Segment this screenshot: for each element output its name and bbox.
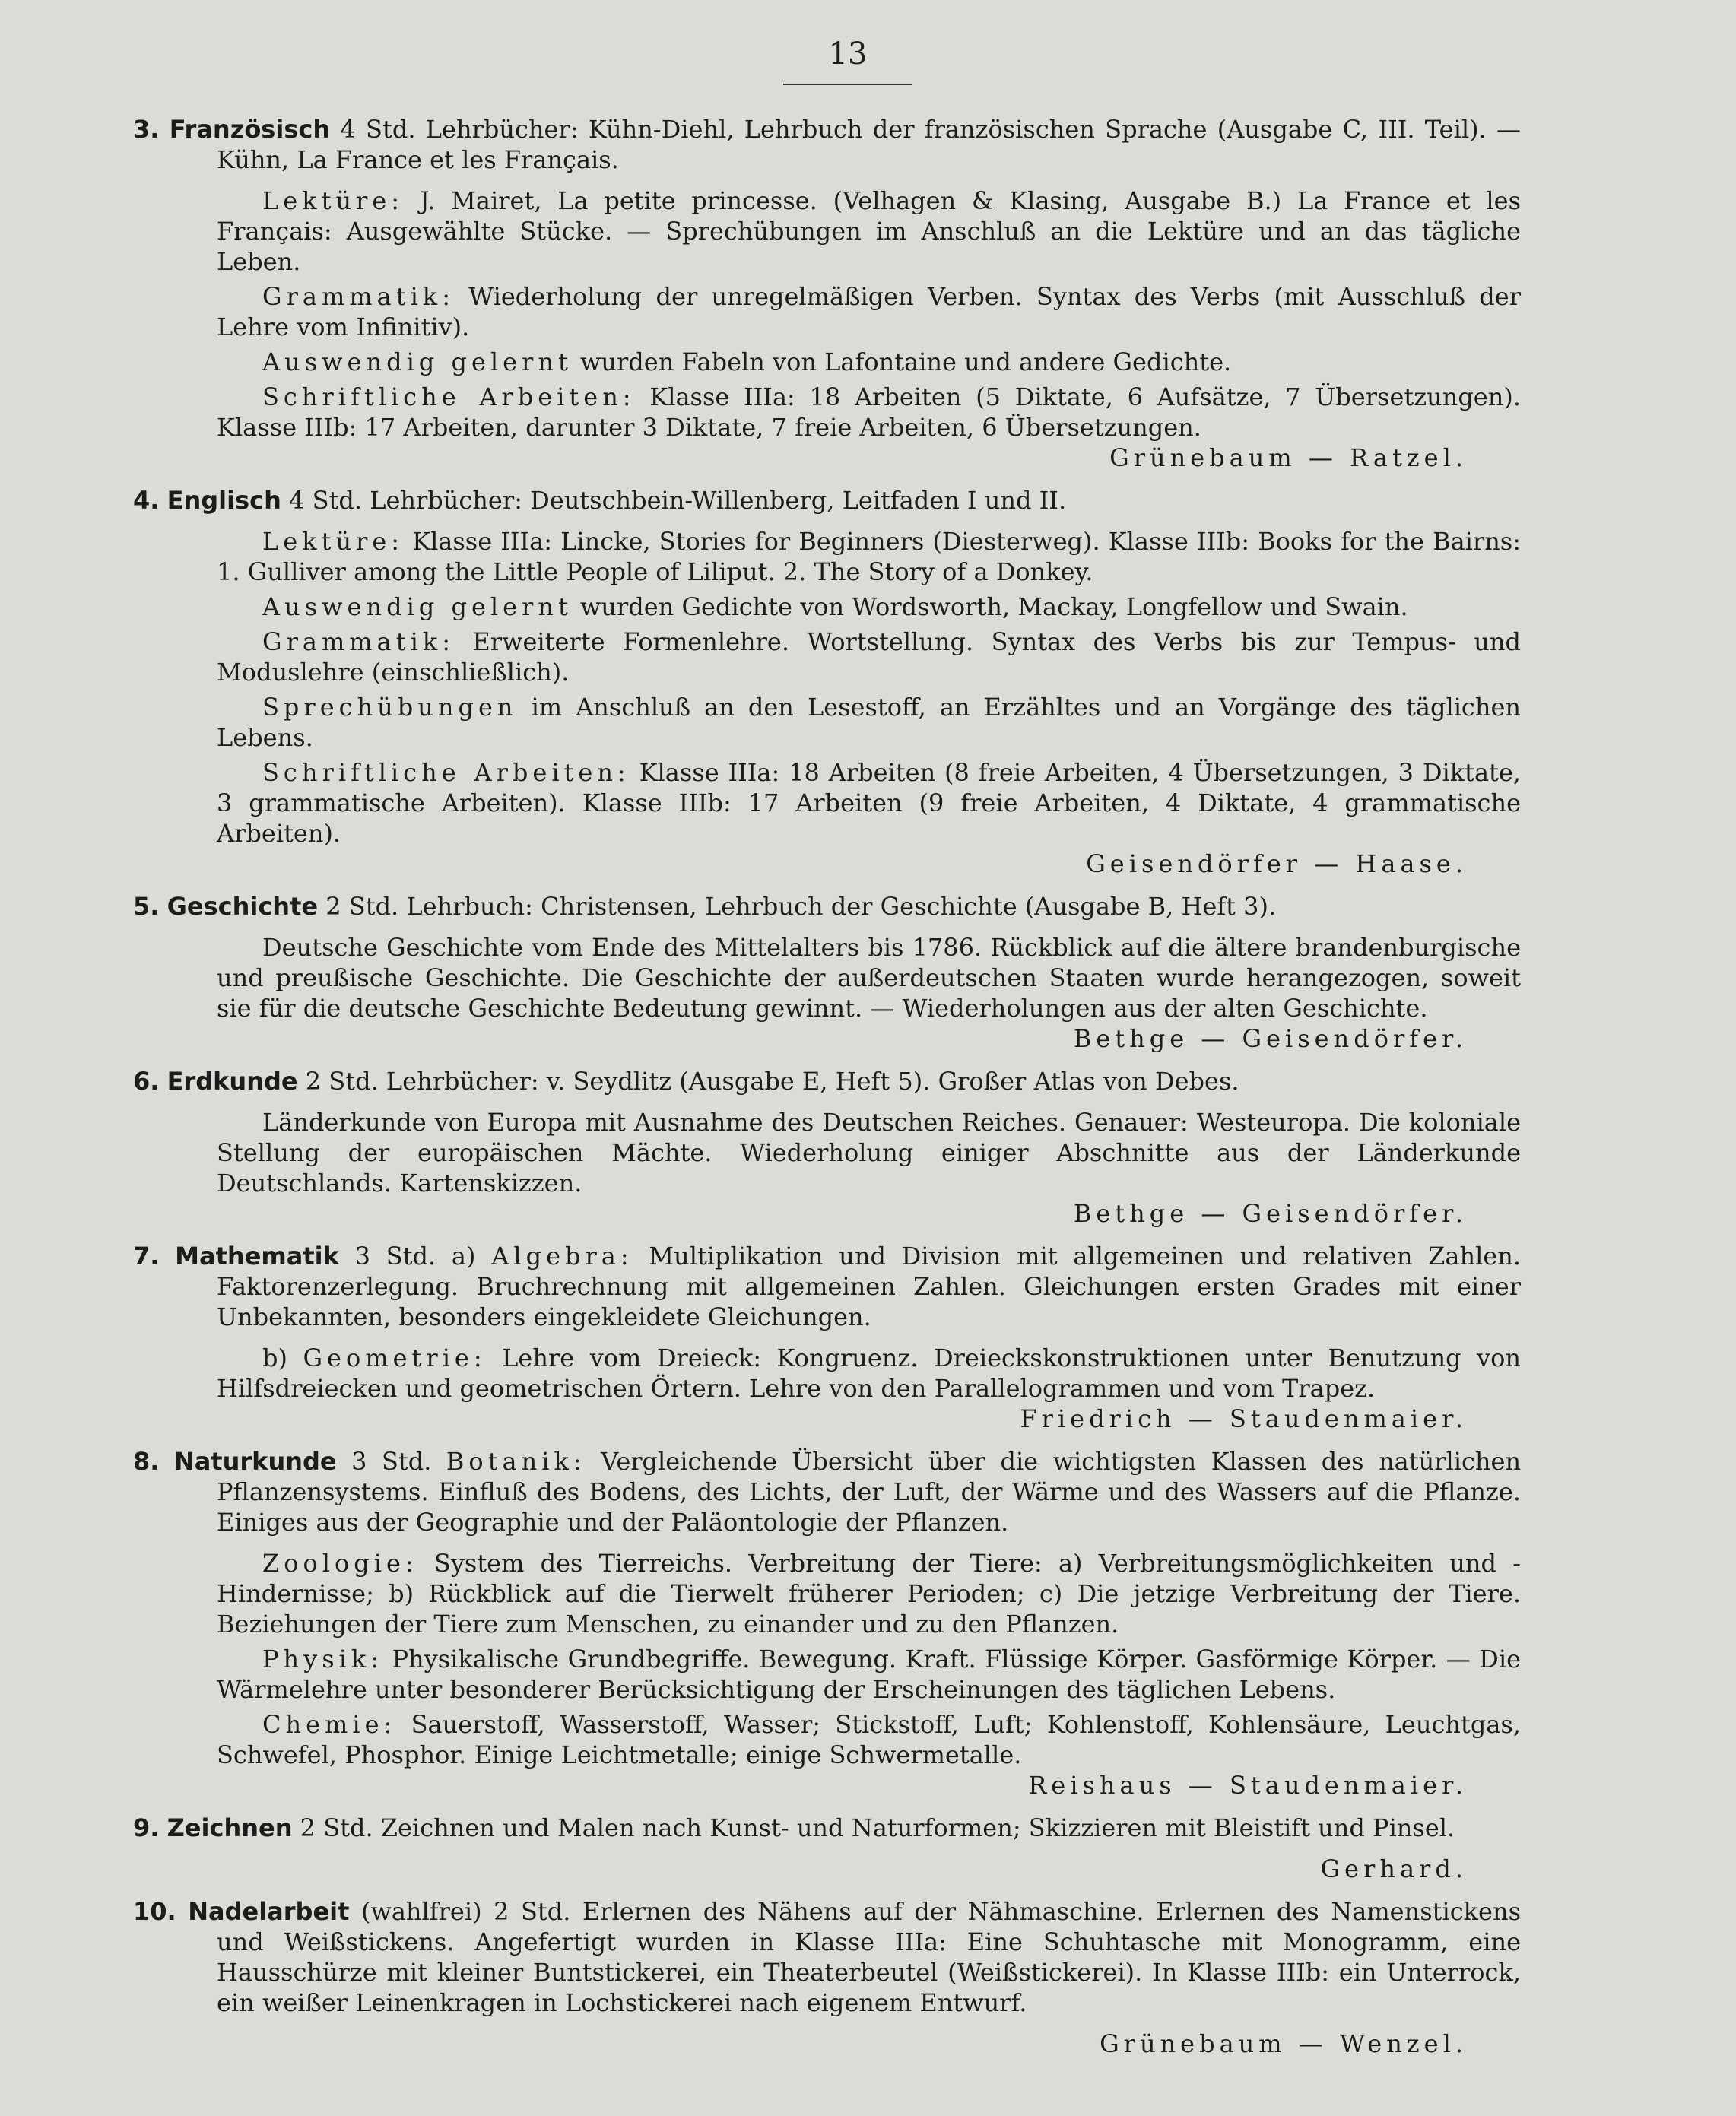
paragraph: b) Geometrie: Lehre vom Dreieck: Kongruenz. Dreieckskonstruktionen unter Benutzung von Hilfsdreiecken und geometrischen Örtern. Lehre von den Parallelogrammen und vom Trapez. — [217, 1344, 1522, 1403]
page-number: 13 — [828, 36, 868, 71]
teacher-signature: Reishaus — Staudenmaier. — [1028, 1771, 1468, 1800]
section-heading: 4. Englisch 4 Std. Lehrbücher: Deutschbein-Willenberg, Leitfaden I und II. — [133, 486, 1067, 515]
section-title: Mathematik — [175, 1242, 339, 1271]
section-heading: 8. Naturkunde 3 Std. Botanik: Vergleichende Übersicht über die wichtigsten Klassen des natürlichen Pflanzensystems. Einfluß des Bodens, des Lichts, der Luft, der Wärme und des Wassers auf die Pflanze. Einiges aus der Geographie und der Paläontologie der Pflanzen. — [133, 1447, 1522, 1537]
section-title: Geschichte — [167, 892, 319, 921]
paragraph: Grammatik: Wiederholung der unregelmäßigen Verben. Syntax des Verbs (mit Ausschluß der Lehre vom Infinitiv). — [217, 282, 1522, 341]
teacher-signature: Grünebaum — Ratzel. — [1109, 443, 1468, 472]
paragraph: Deutsche Geschichte vom Ende des Mittelalters bis 1786. Rückblick auf die ältere brandenburgische und preußische Geschichte. Die Geschichte der außerdeutschen Staaten wurde herangezogen, soweit sie für die deutsche Geschichte Bedeutung gewinnt. — Wiederholungen aus der alten Geschichte. — [217, 933, 1521, 1023]
section-heading: 5. Geschichte 2 Std. Lehrbuch: Christensen, Lehrbuch der Geschichte (Ausgabe B, Heft 3). — [133, 892, 1277, 921]
section-heading: 7. Mathematik 3 Std. a) Algebra: Multiplikation und Division mit allgemeinen und relativen Zahlen. Faktorenzerlegung. Bruchrechnung mit allgemeinen Zahlen. Gleichungen ersten Grades mit einer Unbekannten, besonders eingekleidete Gleichungen. — [133, 1242, 1522, 1331]
paragraph: Länderkunde von Europa mit Ausnahme des Deutschen Reiches. Genauer: Westeuropa. Die koloniale Stellung der europäischen Mächte. Wiederholung einiger Abschnitte aus der Länderkunde Deutschlands. Kartenskizzen. — [217, 1108, 1521, 1198]
teacher-signature: Geisendörfer — Haase. — [1086, 849, 1468, 878]
section-title: Erdkunde — [167, 1067, 298, 1096]
section-title: Englisch — [167, 486, 281, 515]
paragraph: Auswendig gelernt wurden Gedichte von Wordsworth, Mackay, Longfellow und Swain. — [262, 592, 1408, 621]
paragraph: Grammatik: Erweiterte Formenlehre. Wortstellung. Syntax des Verbs bis zur Tempus- und Moduslehre (einschließlich). — [217, 627, 1522, 687]
paragraph: Auswendig gelernt wurden Fabeln von Lafontaine und andere Gedichte. — [262, 347, 1232, 376]
section-heading: 3. Französisch 4 Std. Lehrbücher: Kühn-Diehl, Lehrbuch der französischen Sprache (Ausgabe C, III. Teil). — Kühn, La France et les Français. — [133, 115, 1522, 174]
section-title: Nadelarbeit — [188, 1897, 350, 1926]
document-body — [122, 114, 1521, 2059]
paragraph: Lektüre: Klasse IIIa: Lincke, Stories for Beginners (Diesterweg). Klasse IIIb: Books for the Bairns: 1. Gulliver among the Little People of Liliput. 2. The Story of a Donkey. — [217, 527, 1522, 586]
section-mathematik — [122, 1241, 1521, 1434]
section-nadelarbeit — [122, 1896, 1521, 2059]
teacher-signature: Bethge — Geisendörfer. — [1073, 1199, 1468, 1228]
paragraph: Chemie: Sauerstoff, Wasserstoff, Wasser; Stickstoff, Luft; Kohlenstoff, Kohlensäure, Leuchtgas, Schwefel, Phosphor. Einige Leichtmetalle; einige Schwermetalle. — [217, 1710, 1522, 1769]
section-naturkunde — [122, 1446, 1521, 1800]
paragraph: Schriftliche Arbeiten: Klasse IIIa: 18 Arbeiten (8 freie Arbeiten, 4 Übersetzungen, 3 Diktate, 3 grammatische Arbeiten). Klasse IIIb: 17 Arbeiten (9 freie Arbeiten, 4 Diktate, 4 grammatische Arbeiten). — [217, 758, 1522, 848]
section-franzoesisch — [122, 114, 1521, 473]
paragraph: Schriftliche Arbeiten: Klasse IIIa: 18 Arbeiten (5 Diktate, 6 Aufsätze, 7 Übersetzungen). Klasse IIIb: 17 Arbeiten, darunter 3 Diktate, 7 freie Arbeiten, 6 Übersetzungen. — [217, 382, 1522, 442]
teacher-signature: Friedrich — Staudenmaier. — [1020, 1404, 1468, 1433]
teacher-signature: Gerhard. — [1320, 1854, 1468, 1883]
section-title: Französisch — [169, 115, 331, 144]
section-title: Naturkunde — [173, 1447, 337, 1476]
section-heading: 10. Nadelarbeit (wahlfrei) 2 Std. Erlernen des Nähens auf der Nähmaschine. Erlernen des Namenstickens und Weißstickens. Angefertigt wurden in Klasse IIIa: Eine Schuhtasche mit Monogramm, eine Hausschürze mit kleiner Buntstickerei, ein Theaterbeutel (Weißstickerei). In Klasse IIIb: ein Unterrock, ein weißer Leinenkragen in Lochstickerei nach eigenem Entwurf. — [133, 1897, 1522, 2017]
paragraph: Lektüre: J. Mairet, La petite princesse. (Velhagen & Klasing, Ausgabe B.) La France et les Français: Ausgewählte Stücke. — Sprechübungen im Anschluß an die Lektüre und an das tägliche Leben. — [217, 186, 1522, 276]
page-number-rule — [783, 84, 912, 85]
paragraph: Physik: Physikalische Grundbegriffe. Bewegung. Kraft. Flüssige Körper. Gasförmige Körper. — Die Wärmelehre unter besonderer Berücksichtigung der Erscheinungen des täglichen Lebens. — [217, 1645, 1522, 1704]
section-geschichte — [122, 891, 1521, 1054]
teacher-signature: Bethge — Geisendörfer. — [1073, 1024, 1468, 1053]
section-heading: 6. Erdkunde 2 Std. Lehrbücher: v. Seydlitz (Ausgabe E, Heft 5). Großer Atlas von Debes. — [133, 1067, 1239, 1096]
section-title: Zeichnen — [167, 1813, 293, 1842]
section-zeichnen — [122, 1813, 1521, 1884]
teacher-signature: Grünebaum — Wenzel. — [1100, 2029, 1468, 2058]
section-heading: 9. Zeichnen 2 Std. Zeichnen und Malen nach Kunst- und Naturformen; Skizzieren mit Bleistift und Pinsel. — [133, 1813, 1455, 1842]
paragraph: Sprechübungen im Anschluß an den Lesestoff, an Erzähltes und an Vorgänge des täglichen Lebens. — [217, 693, 1521, 752]
paragraph: Zoologie: System des Tierreichs. Verbreitung der Tiere: a) Verbreitungsmöglichkeiten und -Hindernisse; b) Rückblick auf die Tierwelt früherer Perioden; c) Die jetzige Verbreitung der Tiere. Beziehungen der Tiere zum Menschen, zu einander und zu den Pflanzen. — [217, 1549, 1522, 1639]
section-erdkunde — [122, 1066, 1521, 1229]
section-englisch — [122, 485, 1521, 879]
